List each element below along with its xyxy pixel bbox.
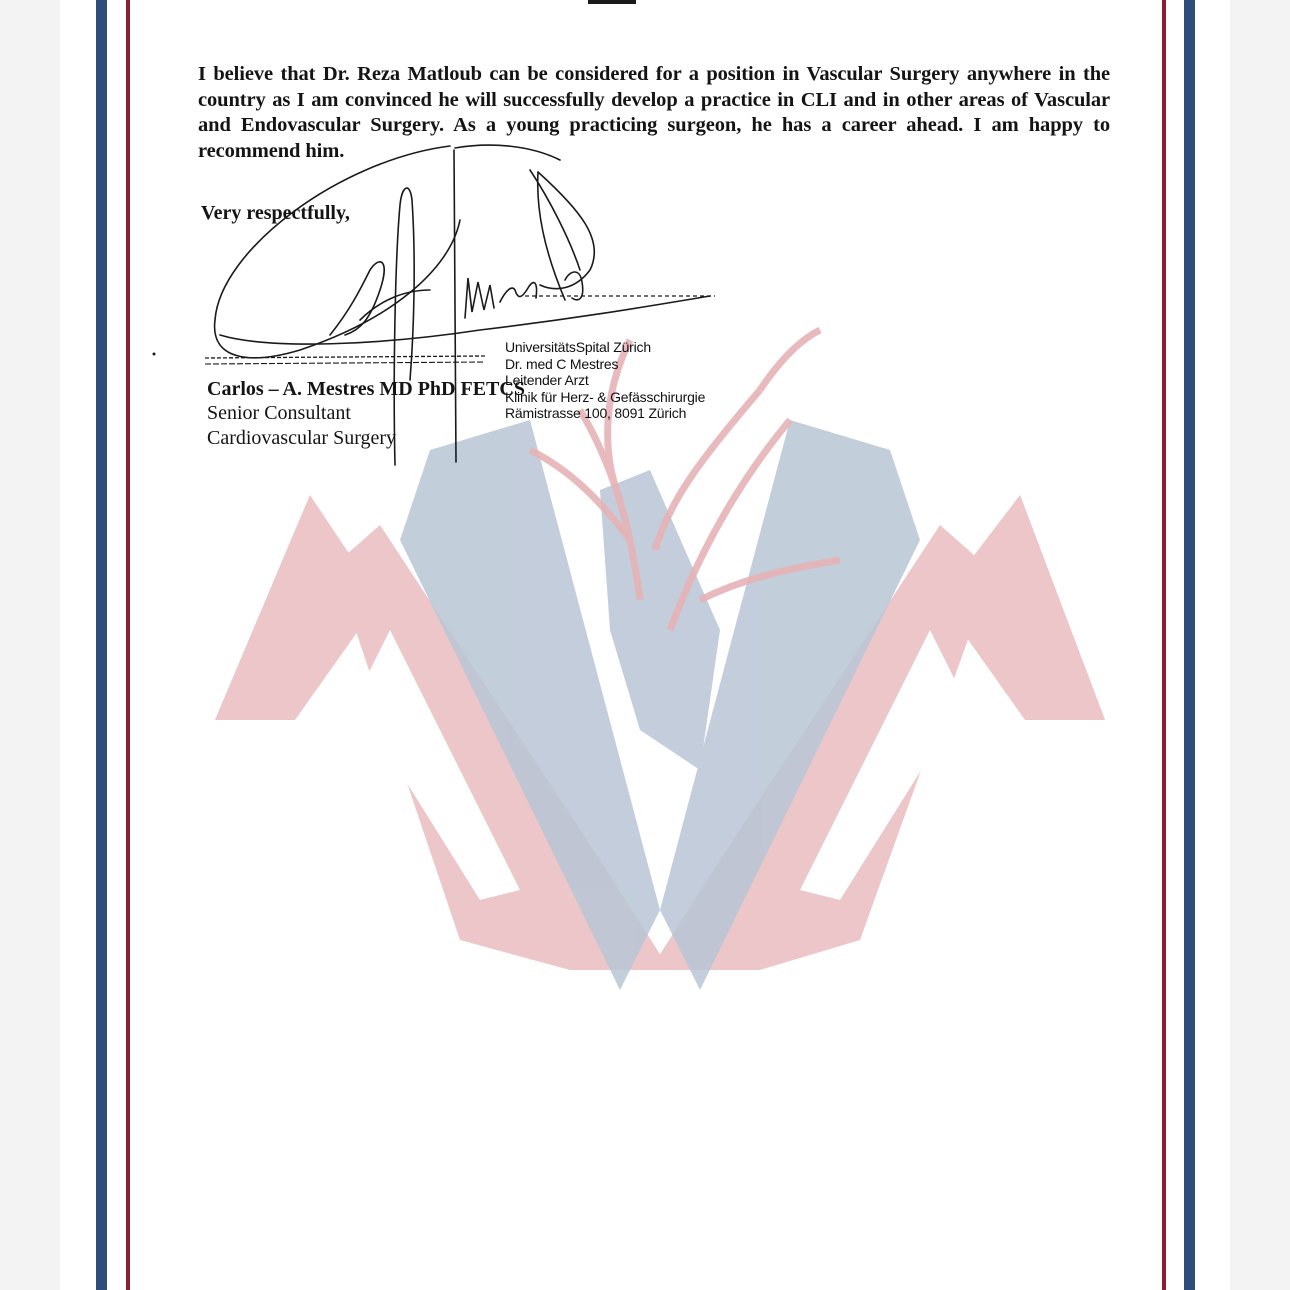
stamp-line: Rämistrasse 100, 8091 Zürich: [505, 405, 687, 421]
letter-page: [60, 0, 1230, 1290]
stamp-line: Klinik für Herz- & Gefässchirurgie: [505, 388, 706, 405]
letter-body: I believe that Dr. Reza Matloub can be considered for a position in Vascular Surgery anywhere in the country as I am convinced he will successfully develop a practice in CLI and in other areas of Vascular and Endovascular Surgery. As a young practicing surgeon, he has a career ahead. I am happy to recommend him.: [198, 63, 1110, 162]
signatory-name: Carlos – A. Mestres MD PhD FETCS: [207, 378, 525, 400]
letter-closing: Very respectfully,: [201, 202, 350, 224]
handwritten-signature-icon: [60, 0, 1230, 500]
stamp-line: UniversitätsSpital Zürich: [505, 339, 651, 355]
stamp-line: Dr. med C Mestres: [505, 355, 619, 372]
institution-stamp: [505, 339, 705, 422]
stamp-line: Leitender Arzt: [505, 372, 589, 388]
signatory-department: Cardiovascular Surgery: [207, 427, 397, 449]
signatory-title: Senior Consultant: [207, 402, 351, 424]
